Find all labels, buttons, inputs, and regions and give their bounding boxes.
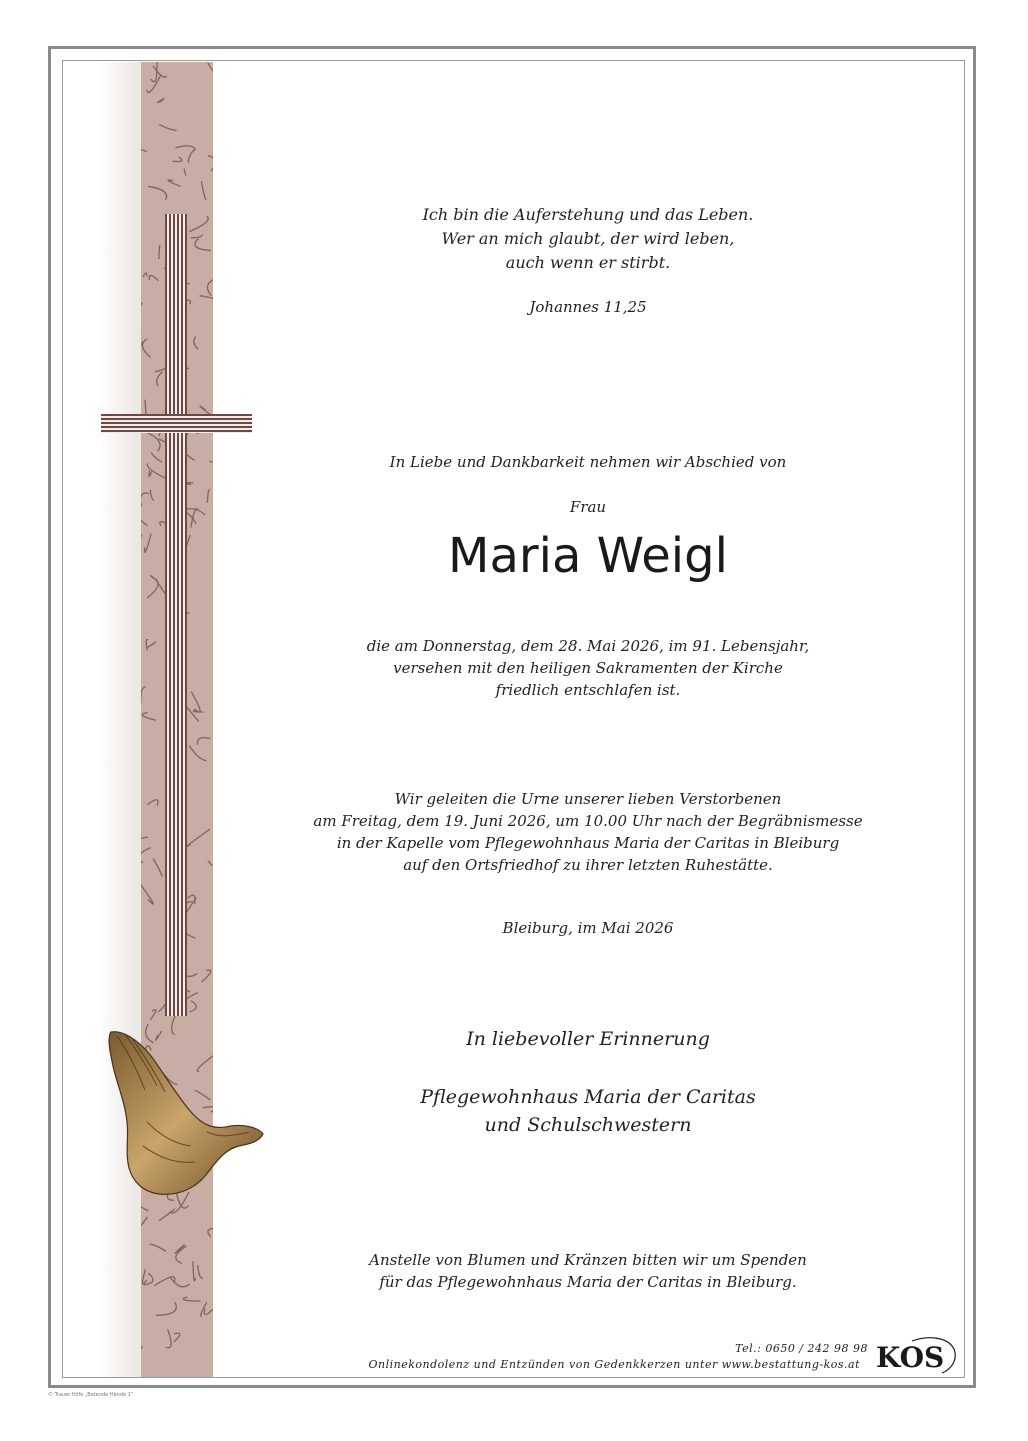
funeral-home-phone: Tel.: 0650 / 242 98 98: [735, 1342, 868, 1355]
funeral-line: auf den Ortsfriedhof zu ihrer letzten Ruhestätte.: [403, 856, 773, 874]
marble-vein: [184, 169, 186, 176]
cross-icon: [165, 214, 187, 1016]
marble-vein: [141, 837, 148, 841]
marble-vein: [141, 848, 151, 863]
marble-vein: [168, 180, 181, 187]
marble-vein: [156, 1302, 176, 1315]
funeral-details: [270, 788, 906, 876]
death-notice-line: friedlich entschlafen ist.: [495, 681, 681, 699]
death-notice-line: versehen mit den heiligen Sakramenten der Kirche: [393, 659, 783, 677]
marble-vein: [141, 493, 149, 506]
marble-vein: [194, 337, 198, 350]
marble-vein: [190, 1001, 196, 1012]
marble-vein: [142, 339, 150, 358]
marble-vein: [141, 518, 147, 526]
marble-vein: [208, 1228, 213, 1236]
marble-vein: [150, 1010, 156, 1020]
quote-line: Wer an mich glaubt, der wird leben,: [441, 229, 735, 248]
online-condolence-link[interactable]: Onlinekondolenz und Entzünden von Gedenkkerzen unter www.bestattung-kos.at: [368, 1358, 860, 1371]
marble-vein: [149, 276, 158, 281]
marble-vein: [201, 181, 205, 200]
funeral-line: Wir geleiten die Urne unserer lieben Verstorbenen: [394, 790, 782, 808]
death-notice: [270, 635, 906, 701]
copyright: © Trauer Hilfe „Betende Hände 1": [48, 1392, 134, 1398]
quote-line: Ich bin die Auferstehung und das Leben.: [422, 205, 754, 224]
marble-vein: [159, 245, 160, 259]
marble-vein: [166, 1329, 171, 1347]
marble-vein: [174, 1333, 180, 1342]
donation-request: [270, 1249, 906, 1293]
marble-vein: [147, 642, 156, 648]
cross-beam: [101, 414, 252, 433]
marble-vein: [208, 156, 213, 171]
death-notice-line: die am Donnerstag, dem 28. Mai 2026, im 91. Lebensjahr,: [366, 637, 810, 655]
deceased-name: Maria Weigl: [448, 528, 728, 584]
marble-vein: [208, 63, 213, 83]
marble-vein: [188, 895, 195, 904]
marble-vein: [200, 296, 213, 300]
marble-vein: [188, 149, 195, 163]
funeral-line: am Freitag, dem 19. Juni 2026, um 10.00 Uhr nach der Begräbnismesse: [313, 812, 863, 830]
marble-vein: [153, 859, 162, 877]
marble-vein: [150, 1244, 166, 1251]
marble-vein: [183, 1297, 200, 1301]
mourners-line: und Schulschwestern: [484, 1114, 692, 1136]
marble-vein: [173, 157, 182, 162]
marble-vein: [142, 713, 156, 721]
marble-vein: [195, 238, 211, 250]
marble-vein: [147, 800, 158, 806]
marble-vein: [193, 1261, 195, 1281]
marble-vein: [189, 746, 206, 761]
donation-line: Anstelle von Blumen und Kränzen bitten wir um Spenden: [369, 1251, 807, 1269]
marble-vein: [159, 125, 176, 131]
marble-vein: [141, 687, 146, 703]
marble-vein: [145, 534, 152, 553]
marble-vein: [147, 580, 158, 598]
marble-vein: [207, 277, 213, 296]
marble-vein: [142, 1269, 146, 1284]
marble-vein: [144, 431, 160, 451]
marble-vein: [149, 471, 152, 477]
marble-vein: [146, 640, 148, 651]
marble-vein: [143, 273, 147, 277]
place-date: Bleiburg, im Mai 2026: [502, 919, 674, 937]
marble-vein: [159, 1209, 174, 1221]
marble-vein: [141, 283, 142, 307]
marble-vein: [189, 216, 208, 231]
marble-vein: [148, 186, 166, 200]
marble-vein: [176, 146, 196, 150]
marble-vein: [207, 489, 209, 503]
logo-text: KOS: [876, 1341, 945, 1374]
marble-vein: [197, 738, 210, 745]
quote-reference: Johannes 11,25: [529, 298, 647, 316]
marble-vein: [150, 575, 155, 579]
praying-hands-icon: [103, 1026, 265, 1202]
mourners-line: Pflegewohnhaus Maria der Caritas: [420, 1086, 756, 1108]
marble-vein: [186, 897, 197, 913]
marble-vein: [147, 75, 161, 92]
marble-vein: [198, 1265, 203, 1278]
salutation: Frau: [569, 498, 607, 516]
funeral-line: in der Kapelle vom Pflegewohnhaus Maria der Caritas in Bleiburg: [336, 834, 840, 852]
marble-vein: [191, 692, 200, 713]
marble-vein: [151, 453, 162, 463]
bible-quote: [270, 203, 906, 275]
farewell-intro: In Liebe und Dankbarkeit nehmen wir Abschied von: [389, 453, 787, 471]
marble-vein: [151, 62, 157, 82]
kos-logo: [872, 1335, 958, 1375]
marble-vein: [204, 1305, 213, 1314]
donation-line: für das Pflegewohnhaus Maria der Caritas in Bleiburg.: [379, 1273, 797, 1291]
marble-vein: [141, 535, 142, 555]
marble-vein: [158, 98, 165, 102]
marble-vein: [141, 150, 147, 156]
marble-vein: [141, 1217, 147, 1229]
mourners: [270, 1083, 906, 1139]
marble-vein: [154, 1277, 175, 1286]
marble-vein: [186, 829, 210, 847]
marble-vein: [141, 1347, 142, 1367]
marble-vein: [202, 970, 211, 982]
quote-line: auch wenn er stirbt.: [505, 253, 671, 272]
marble-vein: [141, 882, 153, 904]
marble-vein: [141, 1204, 148, 1211]
marble-vein: [209, 442, 213, 462]
marble-vein: [191, 234, 203, 237]
marble-vein: [157, 372, 163, 386]
memory-heading: In liebevoller Erinnerung: [466, 1028, 710, 1050]
marble-vein: [208, 861, 212, 866]
marble-vein: [150, 490, 153, 501]
